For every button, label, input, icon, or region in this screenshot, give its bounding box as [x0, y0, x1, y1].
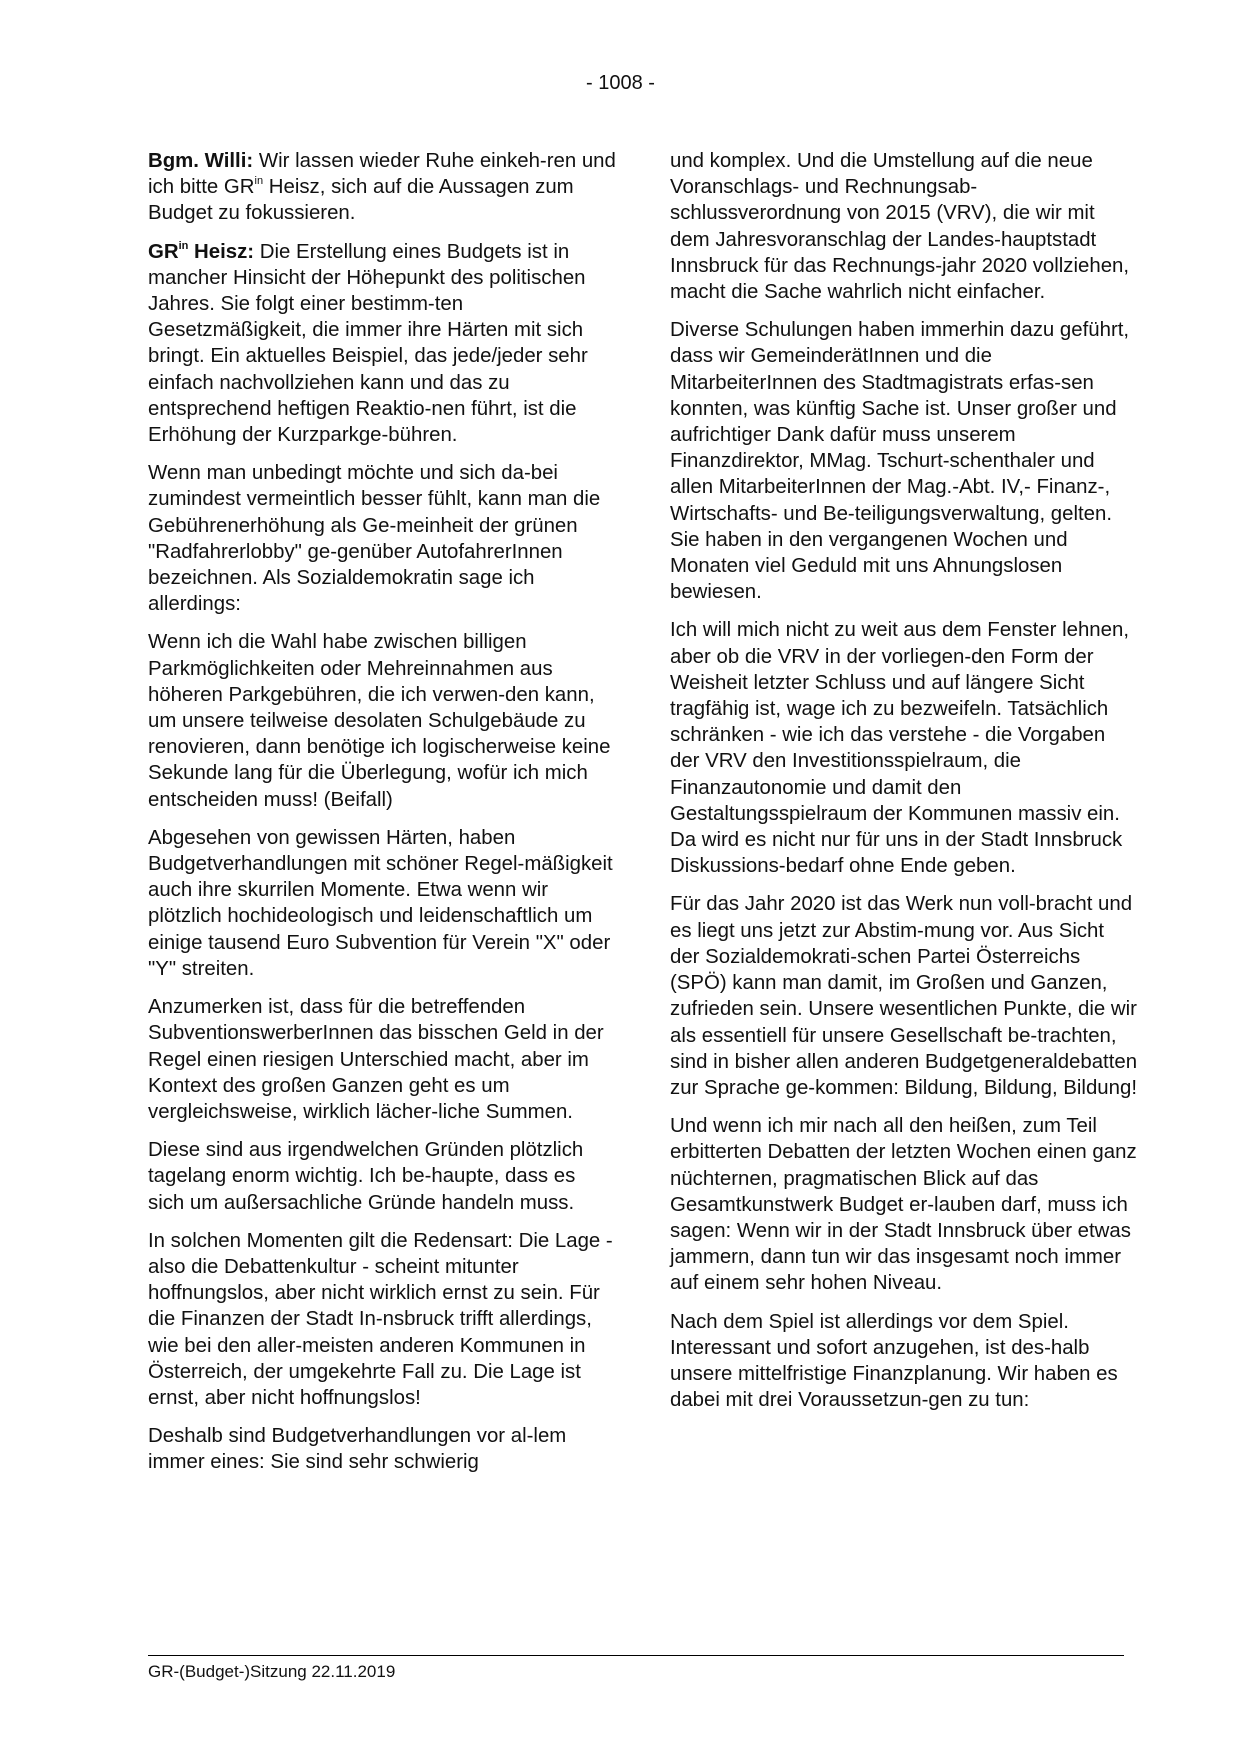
paragraph: Für das Jahr 2020 ist das Werk nun voll-bracht und es liegt uns jetzt zur Abstim-mung vor. Aus Sicht der Sozialdemokrati-schen Partei Österreichs (SPÖ) kann man damit, im Großen und Ganzen, zufrieden sein. Unsere wesentlichen Punkte, die wir als essentiell für unsere Gesellschaft be-trachten, sind in bisher allen anderen Budgetgeneraldebatten zur Sprache ge-kommen: Bildung, Bildung, Bildung! [670, 893, 1138, 1099]
superscript: in [178, 239, 189, 252]
right-column [670, 148, 1138, 1425]
speaker-surname: Heisz: [188, 240, 255, 263]
left-column [148, 148, 616, 1488]
speaker-title: GR [148, 240, 179, 263]
paragraph [148, 239, 616, 449]
paragraph: Deshalb sind Budgetverhandlungen vor al-lem immer eines: Sie sind sehr schwierig [148, 1425, 567, 1474]
paragraph: Nach dem Spiel ist allerdings vor dem Spiel. Interessant und sofort anzugehen, ist des-halb unsere mittelfristige Finanzplanung. Wir haben es dabei mit drei Voraussetzun-gen zu tun: [670, 1310, 1118, 1412]
paragraph: Wenn man unbedingt möchte und sich da-bei zumindest vermeintlich besser fühlt, kann man die Gebührenerhöhung als Ge-meinheit der grünen "Radfahrerlobby" ge-genüber AutofahrerInnen bezeichnen. Als Sozialdemokratin sage ich allerdings: [148, 462, 601, 616]
paragraph: In solchen Momenten gilt die Redensart: Die Lage - also die Debattenkultur - scheint mitunter hoffnungslos, aber nicht wirklich ernst zu sein. Für die Finanzen der Stadt In-nsbruck trifft allerdings, wie bei den aller-meisten anderen Kommunen in Österreich, der umgekehrte Fall zu. Die Lage ist ernst, aber nicht hoffnungslos! [148, 1229, 613, 1409]
paragraph: Ich will mich nicht zu weit aus dem Fenster lehnen, aber ob die VRV in der vorliegen-den Form der Weisheit letzter Schluss und auf längere Sicht tragfähig ist, wage ich zu bezweifeln. Tatsächlich schränken - wie ich das verstehe - die Vorgaben der VRV den Investitionsspielraum, die Finanzautonomie und damit den Gestaltungsspielraum der Kommunen massiv ein. Da wird es nicht nur für uns in der Stadt Innsbruck Diskussions-bedarf ohne Ende geben. [670, 619, 1129, 878]
speaker-name [148, 241, 254, 263]
footer-session-label: GR-(Budget-)Sitzung 22.11.2019 [148, 1662, 396, 1681]
paragraph: und komplex. Und die Umstellung auf die neue Voranschlags- und Rechnungsab-schlussverordnung von 2015 (VRV), die wir mit dem Jahresvoranschlag der Landes-hauptstadt Innsbruck für das Rechnungs-jahr 2020 vollziehen, macht die Sache wahrlich nicht einfacher. [670, 150, 1130, 304]
paragraph-text: Heisz, sich auf die Aussagen zum Budget zu fokussieren. [148, 176, 574, 225]
paragraph [148, 148, 616, 227]
paragraph: Diverse Schulungen haben immerhin dazu geführt, dass wir GemeinderätInnen und die MitarbeiterInnen des Stadtmagistrats erfas-sen konnten, was künftig Sache ist. Unser großer und aufrichtiger Dank dafür muss unserem Finanzdirektor, MMag. Tschurt-schenthaler und allen MitarbeiterInnen der Mag.-Abt. IV,- Finanz-, Wirtschafts- und Be-teiligungsverwaltung, gelten. Sie haben in den vergangenen Wochen und Monaten viel Geduld mit uns Ahnungslosen bewiesen. [670, 319, 1130, 604]
paragraph: Wenn ich die Wahl habe zwischen billigen Parkmöglichkeiten oder Mehreinnahmen aus höheren Parkgebühren, die ich verwen-den kann, um unsere teilweise desolaten Schulgebäude zu renovieren, dann benötige ich logischerweise keine Sekunde lang für die Überlegung, wofür ich mich entscheiden muss! (Beifall) [148, 631, 611, 811]
speaker-name: Bgm. Willi: [148, 150, 254, 172]
footer-divider [148, 1655, 1124, 1656]
superscript: in [254, 175, 264, 188]
page-number: - 1008 - [586, 72, 655, 94]
paragraph: Abgesehen von gewissen Härten, haben Budgetverhandlungen mit schöner Regel-mäßigkeit auch ihre skurrilen Momente. Etwa wenn wir plötzlich hochideologisch und leidenschaftlich um einige tausend Euro Subvention für Verein "X" oder "Y" streiten. [148, 826, 613, 980]
paragraph: Diese sind aus irgendwelchen Gründen plötzlich tagelang enorm wichtig. Ich be-haupte, dass es sich um außersachliche Gründe handeln muss. [148, 1139, 584, 1214]
paragraph: Und wenn ich mir nach all den heißen, zum Teil erbitterten Debatten der letzten Wochen einen ganz nüchternen, pragmatischen Blick auf das Gesamtkunstwerk Budget er-lauben darf, muss ich sagen: Wenn wir in der Stadt Innsbruck über etwas jammern, dann tun wir das insgesamt noch immer auf einem sehr hohen Niveau. [670, 1115, 1137, 1295]
paragraph: Anzumerken ist, dass für die betreffenden SubventionswerberInnen das bisschen Geld in der Regel einen riesigen Unterschied macht, aber im Kontext des großen Ganzen geht es um vergleichsweise, wirklich lächer-liche Summen. [148, 996, 604, 1123]
paragraph-text: Die Erstellung eines Budgets ist in mancher Hinsicht der Höhepunkt des politischen Jahres. Sie folgt einer bestimm-ten Gesetzmäßigkeit, die immer ihre Härten mit sich bringt. Ein aktuelles Beispiel, das jede/jeder sehr einfach nachvollziehen kann und das zu entsprechend heftigen Reaktio-nen führt, ist die Erhöhung der Kurzparkge-bühren. [148, 240, 588, 447]
paragraph-text: Wir lassen wieder Ruhe einkeh-ren und ich bitte GR [148, 150, 616, 199]
